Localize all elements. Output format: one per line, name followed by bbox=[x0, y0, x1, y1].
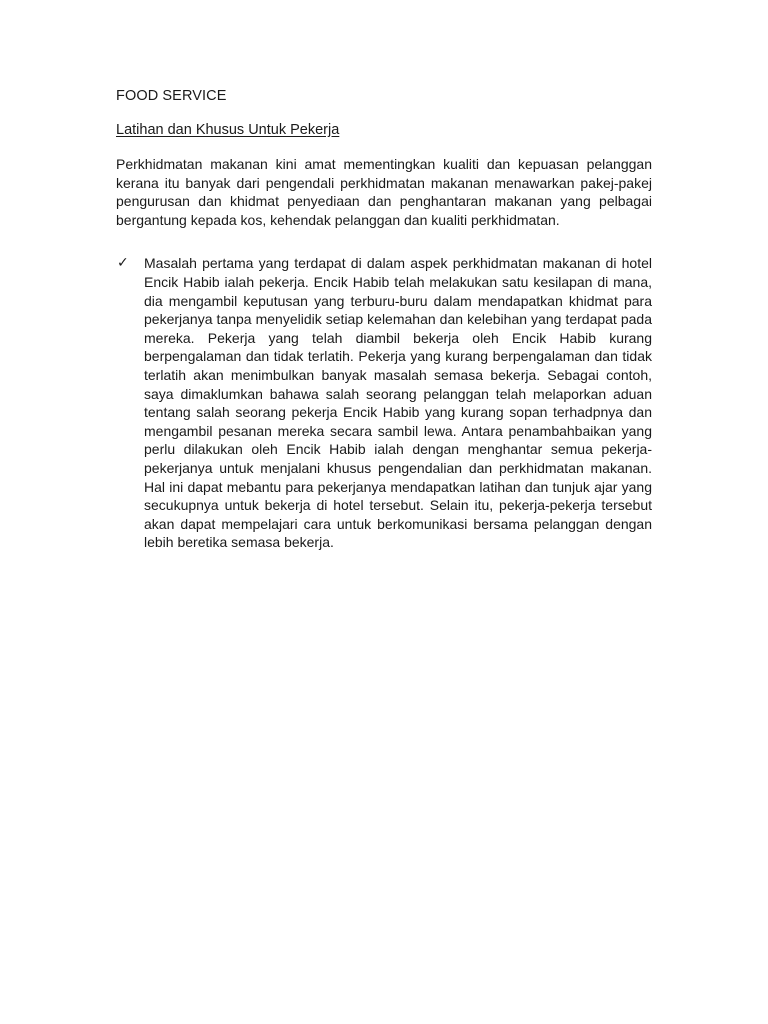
checkmark-icon: ✓ bbox=[117, 255, 129, 272]
list-item bbox=[116, 254, 652, 552]
bullet-list bbox=[116, 254, 652, 552]
document-page bbox=[116, 86, 652, 552]
bullet-paragraph: Masalah pertama yang terdapat di dalam aspek perkhidmatan makanan di hotel Encik Habib ialah pekerja. Encik Habib telah melakukan satu kesilapan di mana, dia mengambil keputusan yang terburu-buru dalam mendapatkan khidmat para pekerjanya tanpa menyelidik setiap kelemahan dan kelebihan yang terdapat pada mereka. Pekerja yang telah diambil bekerja oleh Encik Habib kurang berpengalaman dan tidak terlatih. Pekerja yang kurang berpengalaman dan tidak terlatih akan menimbulkan banyak masalah semasa bekerja. Sebagai contoh, saya dimaklumkan bahawa salah seorang pelanggan telah melaporkan aduan tentang salah seorang pekerja Encik Habib yang kurang sopan terhadpnya dan mengambil pesanan mereka secara sambil lewa. Antara penambahbaikan yang perlu dilakukan oleh Encik Habib ialah dengan menghantar semua pekerja-pekerjanya untuk menjalani khusus pengendalian dan perkhidmatan makanan. Hal ini dapat mebantu para pekerjanya mendapatkan latihan dan tunjuk ajar yang secukupnya untuk bekerja di hotel tersebut. Selain itu, pekerja-pekerja tersebut akan dapat mempelajari cara untuk berkomunikasi bersama pelanggan dengan lebih beretika semasa bekerja. bbox=[144, 255, 652, 551]
document-title: FOOD SERVICE bbox=[116, 88, 227, 104]
section-heading: Latihan dan Khusus Untuk Pekerja bbox=[116, 122, 340, 138]
intro-paragraph: Perkhidmatan makanan kini amat mementingkan kualiti dan kepuasan pelanggan kerana itu banyak dari pengendali perkhidmatan makanan menawarkan pakej-pakej pengurusan dan khidmat penyediaan dan penghantaran makanan yang pelbagai bergantung kepada kos, kehendak pelanggan dan kualiti perkhidmatan. bbox=[116, 156, 652, 228]
